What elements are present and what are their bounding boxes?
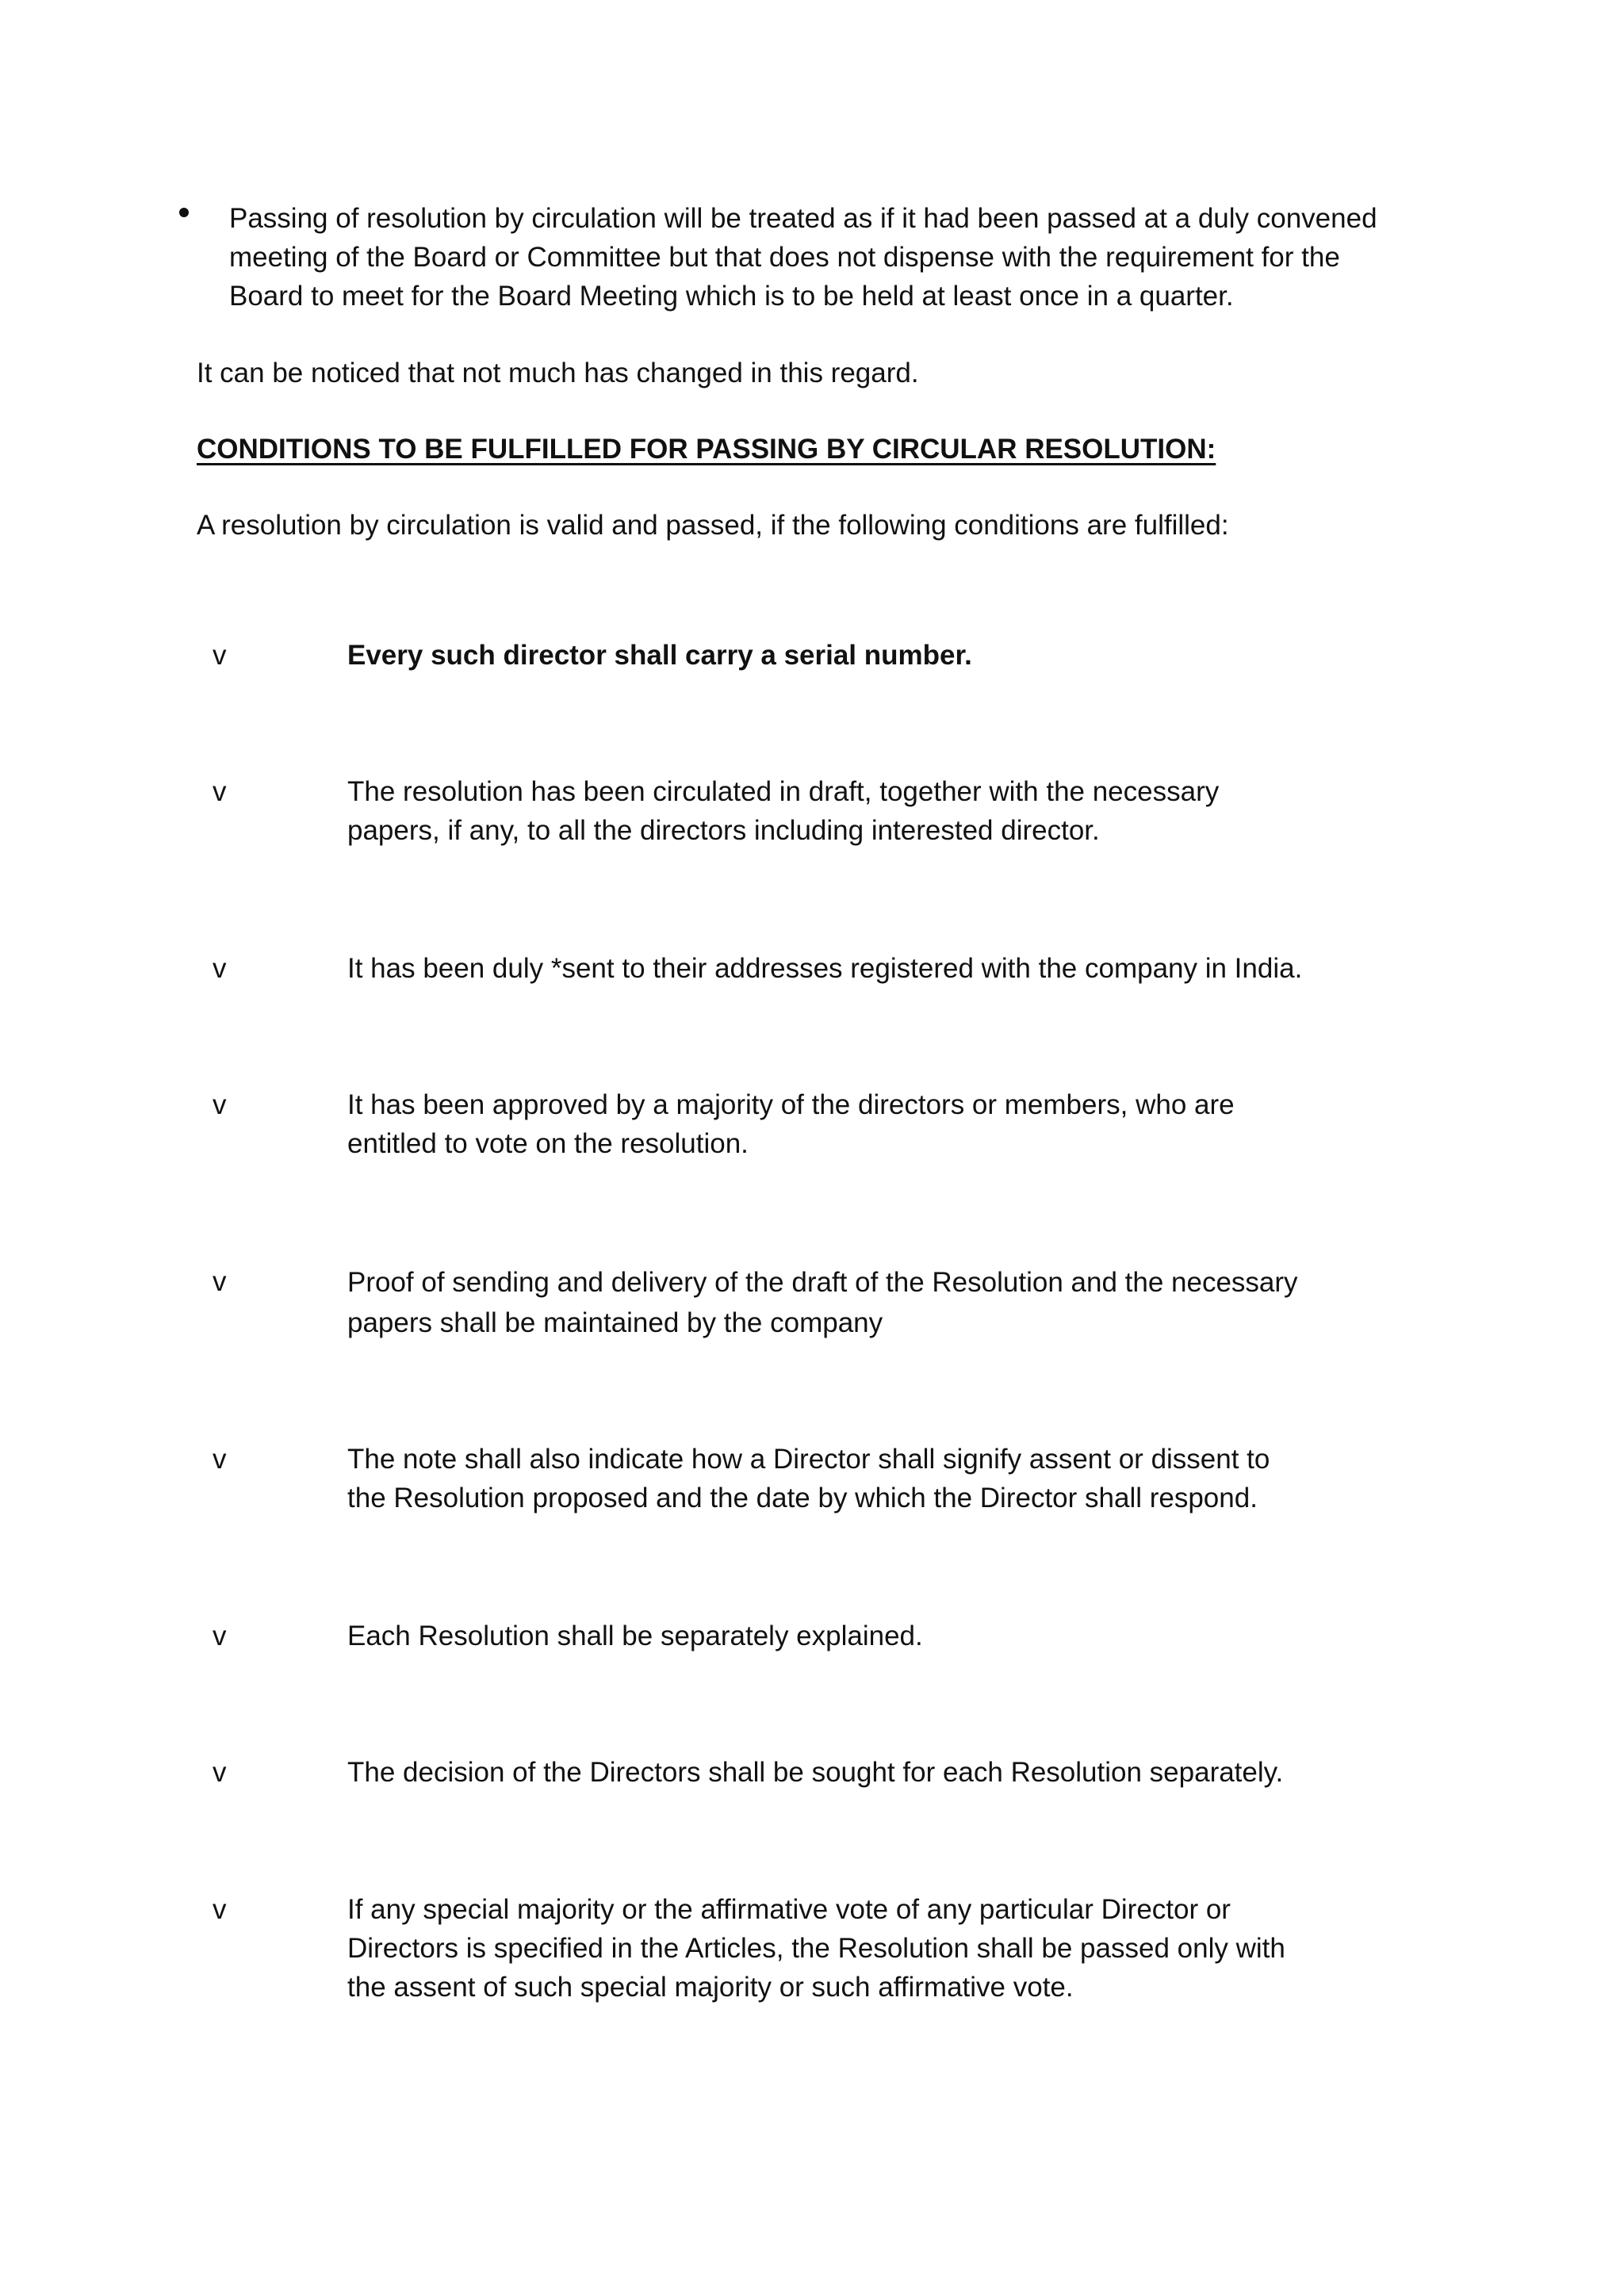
condition-item: The decision of the Directors shall be sought for each Resolution separately.	[347, 1757, 1284, 1788]
condition-item: The resolution has been circulated in draft, together with the necessary papers, if any, to all the directors including interested director.	[347, 776, 1220, 846]
condition-item: Each Resolution shall be separately explained.	[347, 1621, 923, 1651]
list-marker: v	[213, 953, 227, 984]
condition-item: Every such director shall carry a serial number.	[347, 640, 972, 671]
list-marker: v	[213, 1621, 227, 1651]
list-marker: v	[213, 776, 227, 807]
condition-item: Proof of sending and delivery of the draft of the Resolution and the necessary papers shall be maintained by the company	[347, 1267, 1298, 1338]
intro-bullet-line-3: Board to meet for the Board Meeting which is to be held at least once in a quarter.	[229, 281, 1234, 312]
list-marker: v	[213, 1266, 227, 1297]
condition-item: It has been approved by a majority of the directors or members, who are entitled to vote on the resolution.	[347, 1089, 1235, 1159]
intro-bullet-line-2: meeting of the Board or Committee but that does not dispense with the requirement for the	[229, 242, 1340, 273]
section-heading: CONDITIONS TO BE FULFILLED FOR PASSING BY CIRCULAR RESOLUTION:	[197, 434, 1216, 465]
condition-item: If any special majority or the affirmative vote of any particular Director or Directors is specified in the Articles, the Resolution shall be passed only with the assent of such special majority or such affirmative vote.	[347, 1894, 1285, 2003]
note-paragraph: It can be noticed that not much has changed in this regard.	[197, 358, 919, 388]
list-marker: v	[213, 1089, 227, 1120]
lead-in-paragraph: A resolution by circulation is valid and passed, if the following conditions are fulfilled:	[197, 510, 1229, 541]
list-marker: v	[213, 1894, 227, 1925]
intro-bullet-line-1: Passing of resolution by circulation will be treated as if it had been passed at a duly convened	[229, 203, 1377, 234]
condition-item: It has been duly *sent to their addresses registered with the company in India.	[347, 953, 1303, 984]
list-marker: v	[213, 640, 227, 671]
bullet-dot-icon	[179, 208, 189, 217]
condition-item: The note shall also indicate how a Director shall signify assent or dissent to the Resolution proposed and the date by which the Director shall respond.	[347, 1444, 1270, 1513]
list-marker: v	[213, 1757, 227, 1788]
list-marker: v	[213, 1444, 227, 1475]
